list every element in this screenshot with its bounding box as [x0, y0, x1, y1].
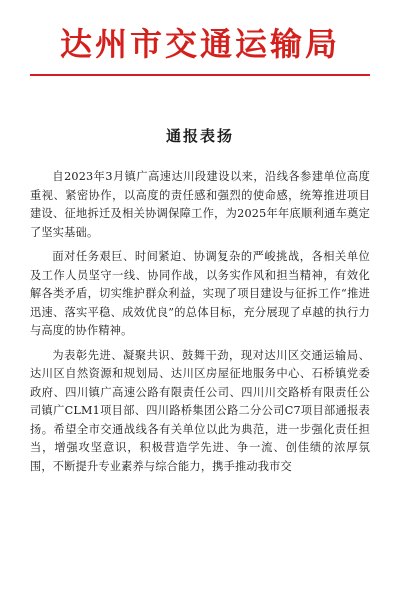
document-title: 通报表扬 — [165, 127, 234, 145]
letterhead-title: 达州市交通运输局 — [59, 25, 340, 63]
letterhead-red-rule — [30, 74, 370, 76]
body-paragraph-2: 面对任务艰巨、时间紧迫、协调复杂的严峻挑战，各相关单位及工作人员坚守一线、协同作战，以务实作风和担当精神，有效化解各类矛盾，切实维护群众利益，实现了项目建设与征拆工作“推进迅速、落实平稳、成效优良”的总体目标，充分展现了卓越的执行力与高度的协作精神。 — [30, 250, 370, 337]
body-paragraph-3: 为表彰先进、凝聚共识、鼓舞干劲，现对达川区交通运输局、达川区自然资源和规划局、达川区房屋征地服务中心、石桥镇党委政府、四川镇广高速公路有限责任公司、四川川交路桥有限责任公司镇广CLM1项目部、四川路桥集团公路二分公司C7项目部通报表扬。希望全市交通战线各有关单位以此为典范，进一步强化责任担当，增强攻坚意识，积极营造学先进、争一流、创佳绩的浓厚氛围，不断提升专业素养与综合能力，携手推动我市交 — [30, 348, 370, 473]
document-body — [30, 168, 370, 476]
body-paragraph-1: 自2023年3月镇广高速达川段建设以来，沿线各参建单位高度重视、紧密协作，以高度的责任感和强烈的使命感，统筹推进项目建设、征地拆迁及相关协调保障工作，为2025年年底顺利通车奠定了坚实基础。 — [30, 170, 370, 239]
